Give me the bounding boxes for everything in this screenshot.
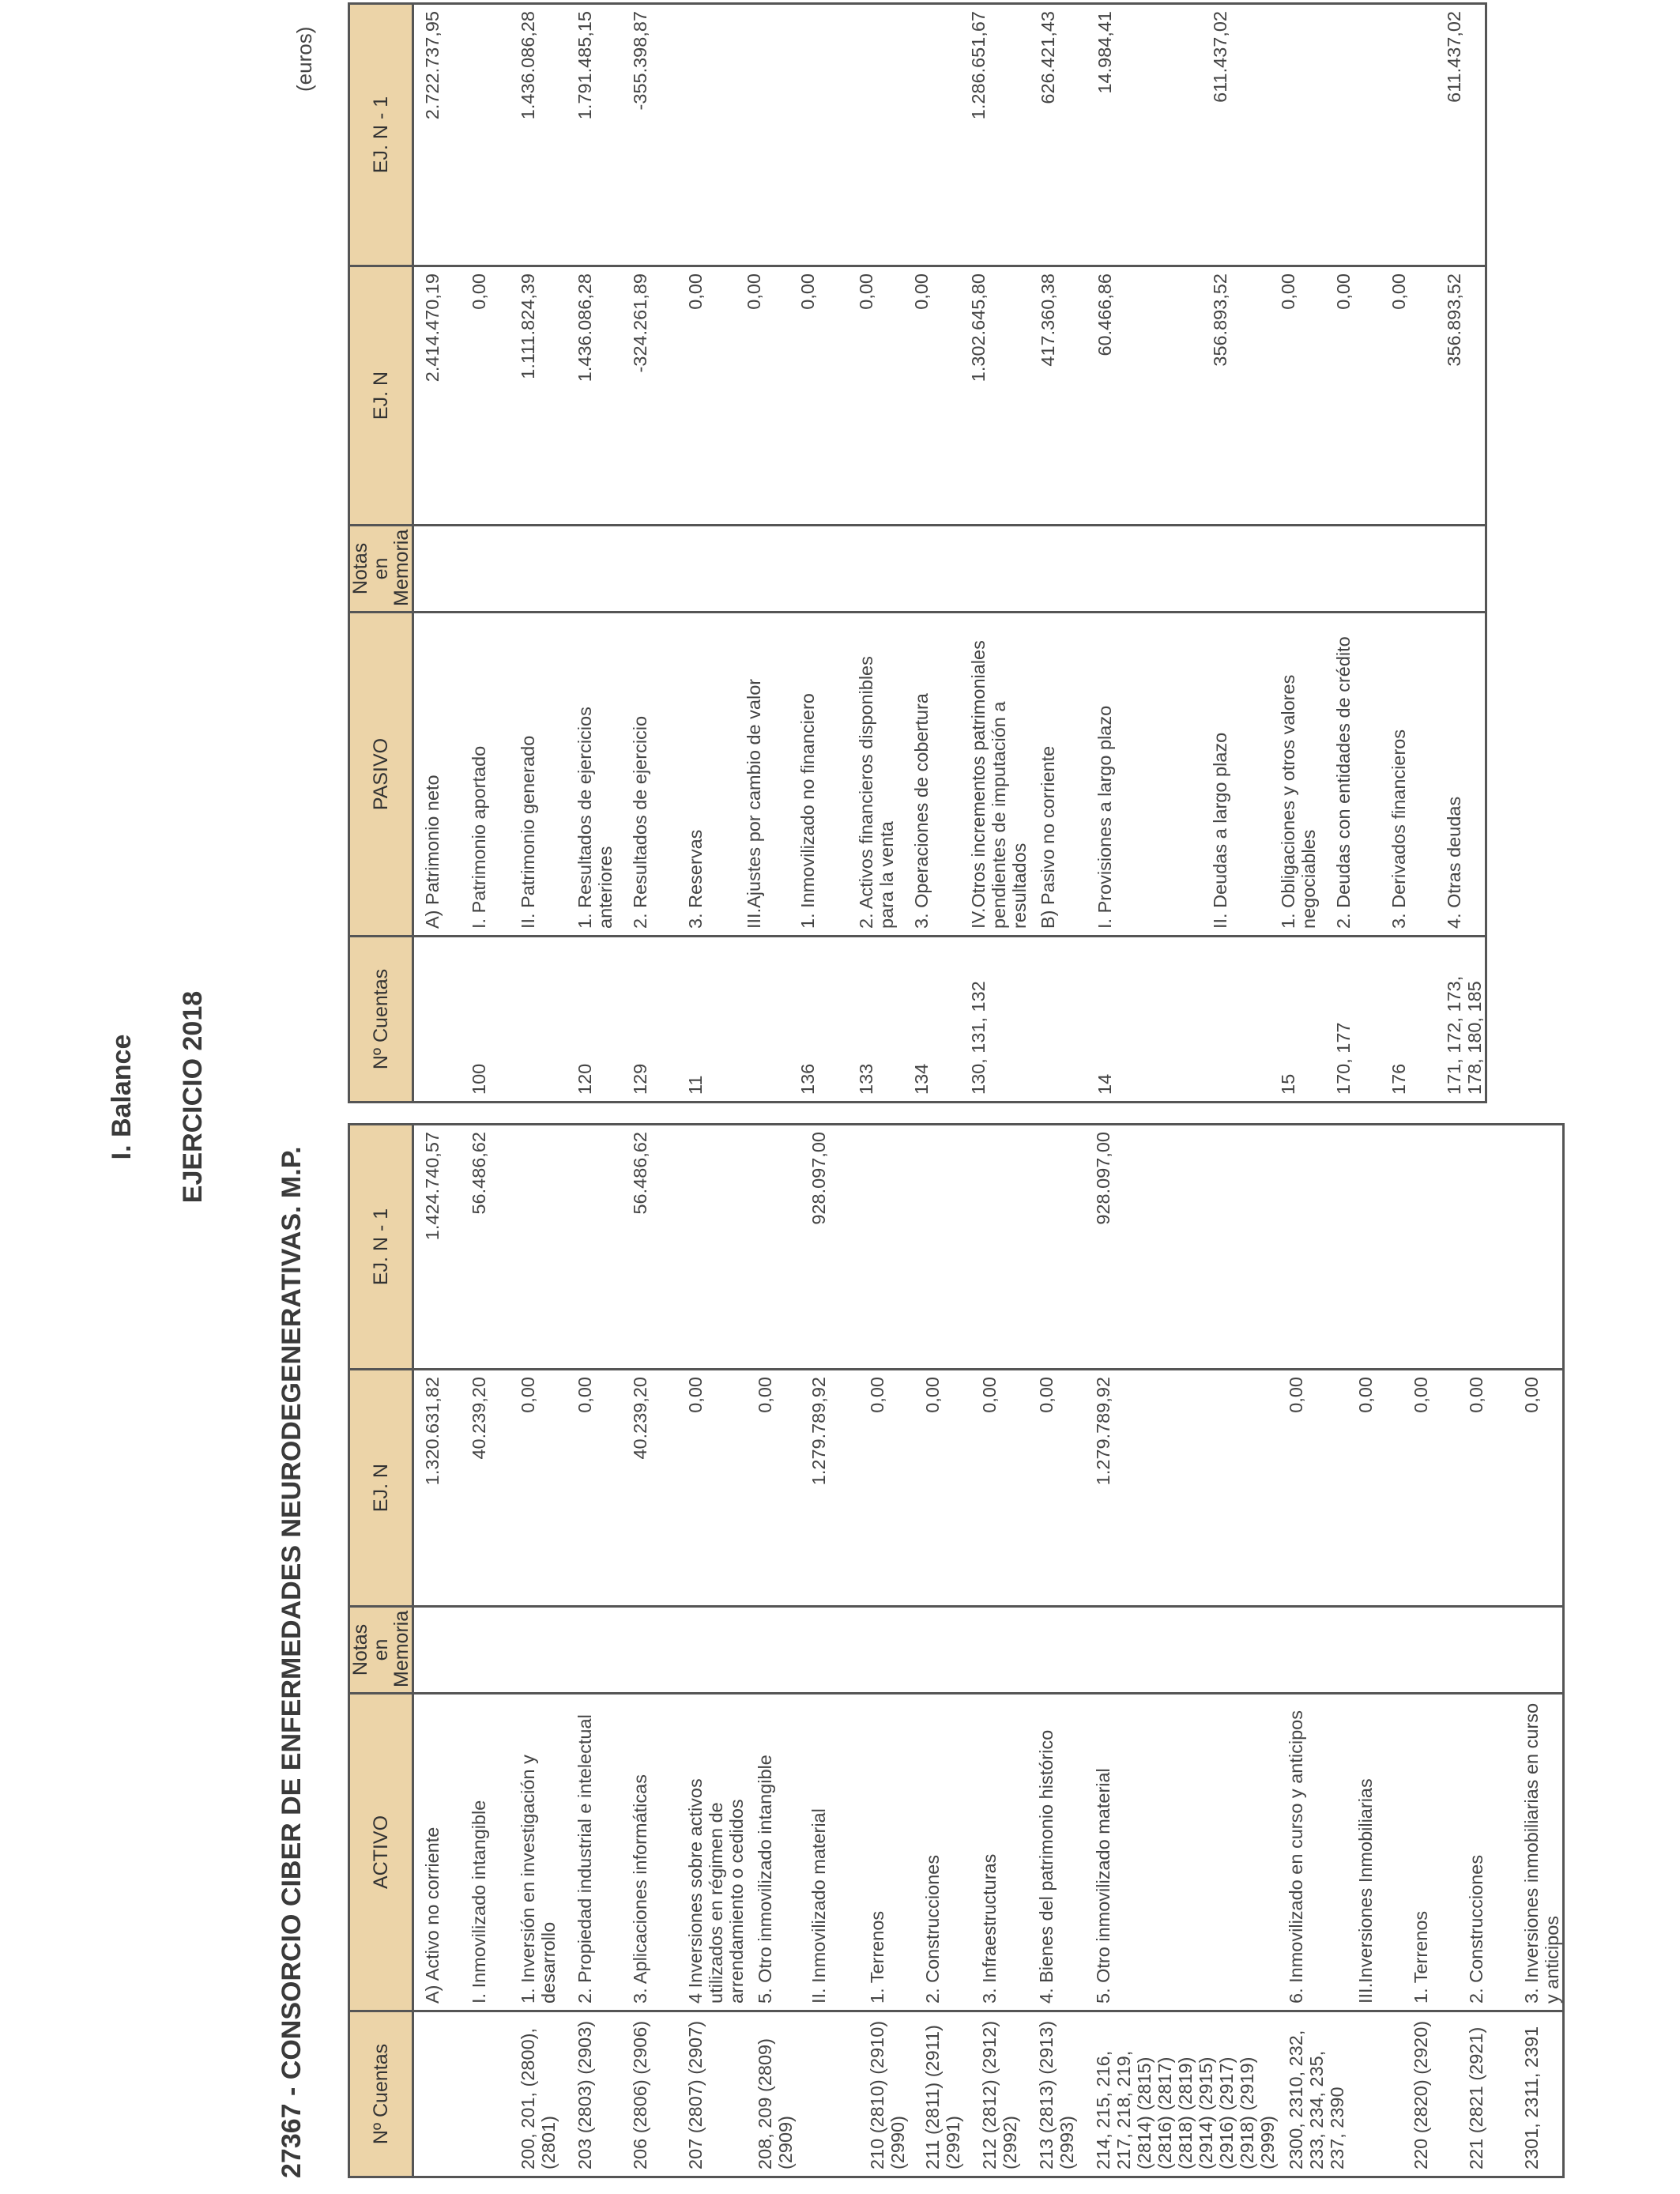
ej-n-cell: 0,00 (1403, 1370, 1458, 1607)
ej-n-cell: 0,00 (848, 266, 903, 526)
notas-cell (1202, 526, 1270, 613)
activo-column-header: Notas en Memoria (349, 1607, 413, 1694)
table-row (848, 4, 903, 1103)
table-row (413, 1125, 461, 2177)
ej-n-cell: 0,00 (736, 266, 789, 526)
notas-cell (848, 526, 903, 613)
concepto-cell: 1. Terrenos (1403, 1694, 1458, 2011)
ej-n1-cell (736, 4, 789, 266)
pasivo-table (348, 2, 1487, 1103)
cuentas-cell (1347, 2011, 1403, 2177)
ej-n1-cell (789, 4, 848, 266)
ej-n1-cell (1403, 1125, 1458, 1370)
cuentas-cell: 211 (2811) (2911) (2991) (914, 2011, 971, 2177)
ej-n1-cell: -355.398,87 (622, 4, 677, 266)
notas-cell (1513, 1607, 1564, 1694)
notas-cell (960, 526, 1030, 613)
notas-cell (736, 526, 789, 613)
cuentas-cell: 11 (677, 937, 736, 1103)
ej-n1-cell (461, 4, 510, 266)
ej-n1-cell (1028, 1125, 1085, 1370)
activo-column-header: ACTIVO (349, 1694, 413, 2011)
ej-n1-cell: 56.486,62 (622, 1125, 677, 1370)
cuentas-cell (800, 2011, 859, 2177)
notas-cell (461, 526, 510, 613)
notas-cell (903, 526, 960, 613)
concepto-cell: 1. Terrenos (859, 1694, 914, 2011)
cuentas-cell: 130, 131, 132 (960, 937, 1030, 1103)
concepto-cell: IV.Otros incrementos patrimoniales pendientes de imputación a resultados (960, 613, 1030, 937)
concepto-cell: 4. Otras deudas (1436, 613, 1486, 937)
concepto-cell: 2. Construcciones (1458, 1694, 1513, 2011)
activo-body (413, 1125, 1564, 2177)
notas-cell (1278, 1607, 1347, 1694)
ej-n1-cell (1458, 1125, 1513, 1370)
ej-n-cell: 0,00 (1347, 1370, 1403, 1607)
ej-n1-cell (677, 4, 736, 266)
cuentas-cell: 220 (2820) (2920) (1403, 2011, 1458, 2177)
table-row (1347, 1125, 1403, 2177)
ej-n-cell: 60.466,86 (1087, 266, 1202, 526)
table-row (413, 4, 461, 1103)
ej-n1-cell (677, 1125, 747, 1370)
ej-n-cell: 0,00 (1270, 266, 1325, 526)
notas-cell (622, 1607, 677, 1694)
table-row (789, 4, 848, 1103)
concepto-cell: 2. Deudas con entidades de crédito (1325, 613, 1381, 937)
concepto-cell: A) Patrimonio neto (413, 613, 461, 937)
table-row (677, 4, 736, 1103)
table-row (1270, 4, 1325, 1103)
ej-n-cell: 0,00 (1458, 1370, 1513, 1607)
entity-title: 27367 - CONSORCIO CIBER DE ENFERMEDADES NEURODEGENERATIVAS. M.P. (277, 1146, 307, 2178)
concepto-cell: 2. Resultados de ejercicio (622, 613, 677, 937)
cuentas-cell: 2301, 2311, 2391 (1513, 2011, 1564, 2177)
notas-cell (1403, 1607, 1458, 1694)
pasivo-column-header: EJ. N (349, 266, 413, 526)
table-row (1403, 1125, 1458, 2177)
notas-cell (413, 526, 461, 613)
ej-n1-cell (510, 1125, 567, 1370)
cuentas-cell: 134 (903, 937, 960, 1103)
table-row (1085, 1125, 1278, 2177)
pasivo-body (413, 4, 1486, 1103)
table-row (567, 4, 622, 1103)
activo-column-header: Nº Cuentas (349, 2011, 413, 2177)
table-row (903, 4, 960, 1103)
concepto-cell: III.Inversiones Inmobiliarias (1347, 1694, 1403, 2011)
concepto-cell: III.Ajustes por cambio de valor (736, 613, 789, 937)
notas-cell (1381, 526, 1436, 613)
cuentas-cell (1202, 937, 1270, 1103)
notas-cell (914, 1607, 971, 1694)
ej-n-cell: 1.436.086,28 (567, 266, 622, 526)
concepto-cell: 3. Reservas (677, 613, 736, 937)
pasivo-header-row (349, 4, 413, 1103)
activo-table (348, 1123, 1565, 2178)
concepto-cell: 1. Resultados de ejercicios anteriores (567, 613, 622, 937)
concepto-cell: 3. Inversiones inmobiliarias en curso y anticipos (1513, 1694, 1564, 2011)
ej-n1-cell: 1.791.485,15 (567, 4, 622, 266)
concepto-cell: 3. Operaciones de cobertura (903, 613, 960, 937)
notas-cell (510, 526, 567, 613)
ej-n-cell: 0,00 (971, 1370, 1028, 1607)
ej-n-cell: 417.360,38 (1030, 266, 1087, 526)
ej-n-cell: 0,00 (677, 1370, 747, 1607)
ej-n-cell: 1.320.631,82 (413, 1370, 461, 1607)
cuentas-cell: 2300, 2310, 232, 233, 234, 235, 237, 2390 (1278, 2011, 1347, 2177)
cuentas-cell: 214, 215, 216, 217, 218, 219, (2814) (2815) (2816) (2817) (2818) (2819) (2914) (2915) (2916) (2917) (2918) (2919) (2999) (1085, 2011, 1278, 2177)
cuentas-cell: 210 (2810) (2910) (2990) (859, 2011, 914, 2177)
ej-n-cell: 1.302.645,80 (960, 266, 1030, 526)
ej-n1-cell: 611.437,02 (1436, 4, 1486, 266)
ej-n1-cell (1270, 4, 1325, 266)
concepto-cell: 4 Inversiones sobre activos utilizados en régimen de arrendamiento o cedidos (677, 1694, 747, 2011)
ej-n-cell: 0,00 (789, 266, 848, 526)
ej-n1-cell: 626.421,43 (1030, 4, 1087, 266)
concepto-cell: 4. Bienes del patrimonio histórico (1028, 1694, 1085, 2011)
ej-n1-cell: 1.424.740,57 (413, 1125, 461, 1370)
table-row (1381, 4, 1436, 1103)
ej-n1-cell (1278, 1125, 1347, 1370)
notas-cell (1325, 526, 1381, 613)
notas-cell (567, 526, 622, 613)
concepto-cell: 2. Propiedad industrial e intelectual (567, 1694, 622, 2011)
ej-n1-cell (747, 1125, 800, 1370)
notas-cell (859, 1607, 914, 1694)
cuentas-cell: 208, 209 (2809) (2909) (747, 2011, 800, 2177)
notas-cell (800, 1607, 859, 1694)
concepto-cell: 3. Derivados financieros (1381, 613, 1436, 937)
concepto-cell: I. Provisiones a largo plazo (1087, 613, 1202, 937)
cuentas-cell: 206 (2806) (2906) (622, 2011, 677, 2177)
table-row (510, 1125, 567, 2177)
notas-cell (413, 1607, 461, 1694)
table-row (622, 4, 677, 1103)
concepto-cell: 1. Inversión en investigación y desarrollo (510, 1694, 567, 2011)
notas-cell (510, 1607, 567, 1694)
table-row (914, 1125, 971, 2177)
pasivo-column-header: Nº Cuentas (349, 937, 413, 1103)
table-row (1087, 4, 1202, 1103)
notas-cell (1270, 526, 1325, 613)
ej-n-cell: 1.279.789,92 (1085, 1370, 1278, 1607)
cuentas-cell: 14 (1087, 937, 1202, 1103)
concepto-cell: 1. Obligaciones y otros valores negociables (1270, 613, 1325, 937)
ej-n-cell: 0,00 (1278, 1370, 1347, 1607)
cuentas-cell (413, 2011, 461, 2177)
table-row (1278, 1125, 1347, 2177)
ej-n-cell: 356.893,52 (1202, 266, 1270, 526)
ej-n1-cell: 611.437,02 (1202, 4, 1270, 266)
ej-n-cell: 0,00 (567, 1370, 622, 1607)
cuentas-cell: 200, 201, (2800), (2801) (510, 2011, 567, 2177)
pasivo-column-header: EJ. N - 1 (349, 4, 413, 266)
ej-n1-cell (1513, 1125, 1564, 1370)
table-row (747, 1125, 800, 2177)
ej-n1-cell: 928.097,00 (800, 1125, 859, 1370)
cuentas-cell (736, 937, 789, 1103)
ej-n1-cell (567, 1125, 622, 1370)
cuentas-cell: 136 (789, 937, 848, 1103)
cuentas-cell: 129 (622, 937, 677, 1103)
notas-cell (1347, 1607, 1403, 1694)
cuentas-cell: 133 (848, 937, 903, 1103)
notas-cell (1087, 526, 1202, 613)
ej-n1-cell (859, 1125, 914, 1370)
concepto-cell: 5. Otro inmovilizado material (1085, 1694, 1278, 2011)
cuentas-cell (510, 937, 567, 1103)
table-row (510, 4, 567, 1103)
concepto-cell: 2. Construcciones (914, 1694, 971, 2011)
cuentas-cell: 176 (1381, 937, 1436, 1103)
cuentas-cell: 120 (567, 937, 622, 1103)
concepto-cell: A) Activo no corriente (413, 1694, 461, 2011)
ej-n-cell: 0,00 (1028, 1370, 1085, 1607)
pasivo-column-header: Notas en Memoria (349, 526, 413, 613)
table-row (1513, 1125, 1564, 2177)
ej-n-cell: 1.111.824,39 (510, 266, 567, 526)
ej-n-cell: 40.239,20 (461, 1370, 510, 1607)
pasivo-column-header: PASIVO (349, 613, 413, 937)
cuentas-cell: 213 (2813) (2913) (2993) (1028, 2011, 1085, 2177)
table-row (1458, 1125, 1513, 2177)
notas-cell (461, 1607, 510, 1694)
ej-n1-cell (1347, 1125, 1403, 1370)
table-row (461, 1125, 510, 2177)
cuentas-cell: 170, 177 (1325, 937, 1381, 1103)
table-row (1028, 1125, 1085, 2177)
ej-n-cell: 0,00 (1325, 266, 1381, 526)
concepto-cell: 1. Inmovilizado no financiero (789, 613, 848, 937)
activo-column-header: EJ. N - 1 (349, 1125, 413, 1370)
ej-n1-cell (1325, 4, 1381, 266)
ej-n1-cell (971, 1125, 1028, 1370)
ej-n-cell: 0,00 (914, 1370, 971, 1607)
ej-n-cell: 40.239,20 (622, 1370, 677, 1607)
cuentas-cell: 203 (2803) (2903) (567, 2011, 622, 2177)
concepto-cell: 6. Inmovilizado en curso y anticipos (1278, 1694, 1347, 2011)
ej-n1-cell (848, 4, 903, 266)
exercise-title: EJERCICIO 2018 (178, 990, 208, 1204)
cuentas-cell (413, 937, 461, 1103)
ej-n-cell: -324.261,89 (622, 266, 677, 526)
table-row (1325, 4, 1381, 1103)
activo-column-header: EJ. N (349, 1370, 413, 1607)
ej-n1-cell: 14.984,41 (1087, 4, 1202, 266)
concepto-cell: II. Patrimonio generado (510, 613, 567, 937)
concepto-cell: 2. Activos financieros disponibles para la venta (848, 613, 903, 937)
notas-cell (789, 526, 848, 613)
concepto-cell: 3. Aplicaciones informáticas (622, 1694, 677, 2011)
ej-n-cell: 356.893,52 (1436, 266, 1486, 526)
table-row (1030, 4, 1087, 1103)
notas-cell (1436, 526, 1486, 613)
ej-n1-cell (914, 1125, 971, 1370)
concepto-cell: II. Inmovilizado material (800, 1694, 859, 2011)
table-row (622, 1125, 677, 2177)
units-label: (euros) (292, 26, 316, 92)
ej-n1-cell: 56.486,62 (461, 1125, 510, 1370)
activo-header-row (349, 1125, 413, 2177)
table-row (461, 4, 510, 1103)
ej-n1-cell (903, 4, 960, 266)
concepto-cell: 3. Infraestructuras (971, 1694, 1028, 2011)
notas-cell (1458, 1607, 1513, 1694)
ej-n-cell: 1.279.789,92 (800, 1370, 859, 1607)
cuentas-cell: 100 (461, 937, 510, 1103)
ej-n-cell: 0,00 (747, 1370, 800, 1607)
notas-cell (567, 1607, 622, 1694)
table-row (736, 4, 789, 1103)
table-row (800, 1125, 859, 2177)
cuentas-cell (1030, 937, 1087, 1103)
notas-cell (622, 526, 677, 613)
cuentas-cell: 15 (1270, 937, 1325, 1103)
table-row (1202, 4, 1270, 1103)
cuentas-cell (461, 2011, 510, 2177)
page-title: I. Balance (107, 1034, 137, 1160)
ej-n1-cell: 1.286.651,67 (960, 4, 1030, 266)
ej-n-cell: 0,00 (859, 1370, 914, 1607)
notas-cell (1085, 1607, 1278, 1694)
ej-n1-cell (1381, 4, 1436, 266)
concepto-cell: B) Pasivo no corriente (1030, 613, 1087, 937)
ej-n1-cell: 2.722.737,95 (413, 4, 461, 266)
notas-cell (971, 1607, 1028, 1694)
table-row (567, 1125, 622, 2177)
ej-n-cell: 0,00 (1513, 1370, 1564, 1607)
notas-cell (747, 1607, 800, 1694)
table-row (971, 1125, 1028, 2177)
concepto-cell: I. Inmovilizado intangible (461, 1694, 510, 2011)
notas-cell (677, 1607, 747, 1694)
ej-n-cell: 2.414.470,19 (413, 266, 461, 526)
cuentas-cell: 221 (2821 (2921) (1458, 2011, 1513, 2177)
concepto-cell: II. Deudas a largo plazo (1202, 613, 1270, 937)
ej-n-cell: 0,00 (677, 266, 736, 526)
ej-n-cell: 0,00 (1381, 266, 1436, 526)
table-row (859, 1125, 914, 2177)
ej-n-cell: 0,00 (903, 266, 960, 526)
cuentas-cell: 212 (2812) (2912) (2992) (971, 2011, 1028, 2177)
cuentas-cell: 207 (2807) (2907) (677, 2011, 747, 2177)
ej-n1-cell: 928.097,00 (1085, 1125, 1278, 1370)
table-row (960, 4, 1030, 1103)
concepto-cell: 5. Otro inmovilizado intangible (747, 1694, 800, 2011)
concepto-cell: I. Patrimonio aportado (461, 613, 510, 937)
table-row (1436, 4, 1486, 1103)
notas-cell (1028, 1607, 1085, 1694)
table-row (677, 1125, 747, 2177)
ej-n-cell: 0,00 (461, 266, 510, 526)
notas-cell (677, 526, 736, 613)
ej-n1-cell: 1.436.086,28 (510, 4, 567, 266)
notas-cell (1030, 526, 1087, 613)
ej-n-cell: 0,00 (510, 1370, 567, 1607)
cuentas-cell: 171, 172, 173, 178, 180, 185 (1436, 937, 1486, 1103)
